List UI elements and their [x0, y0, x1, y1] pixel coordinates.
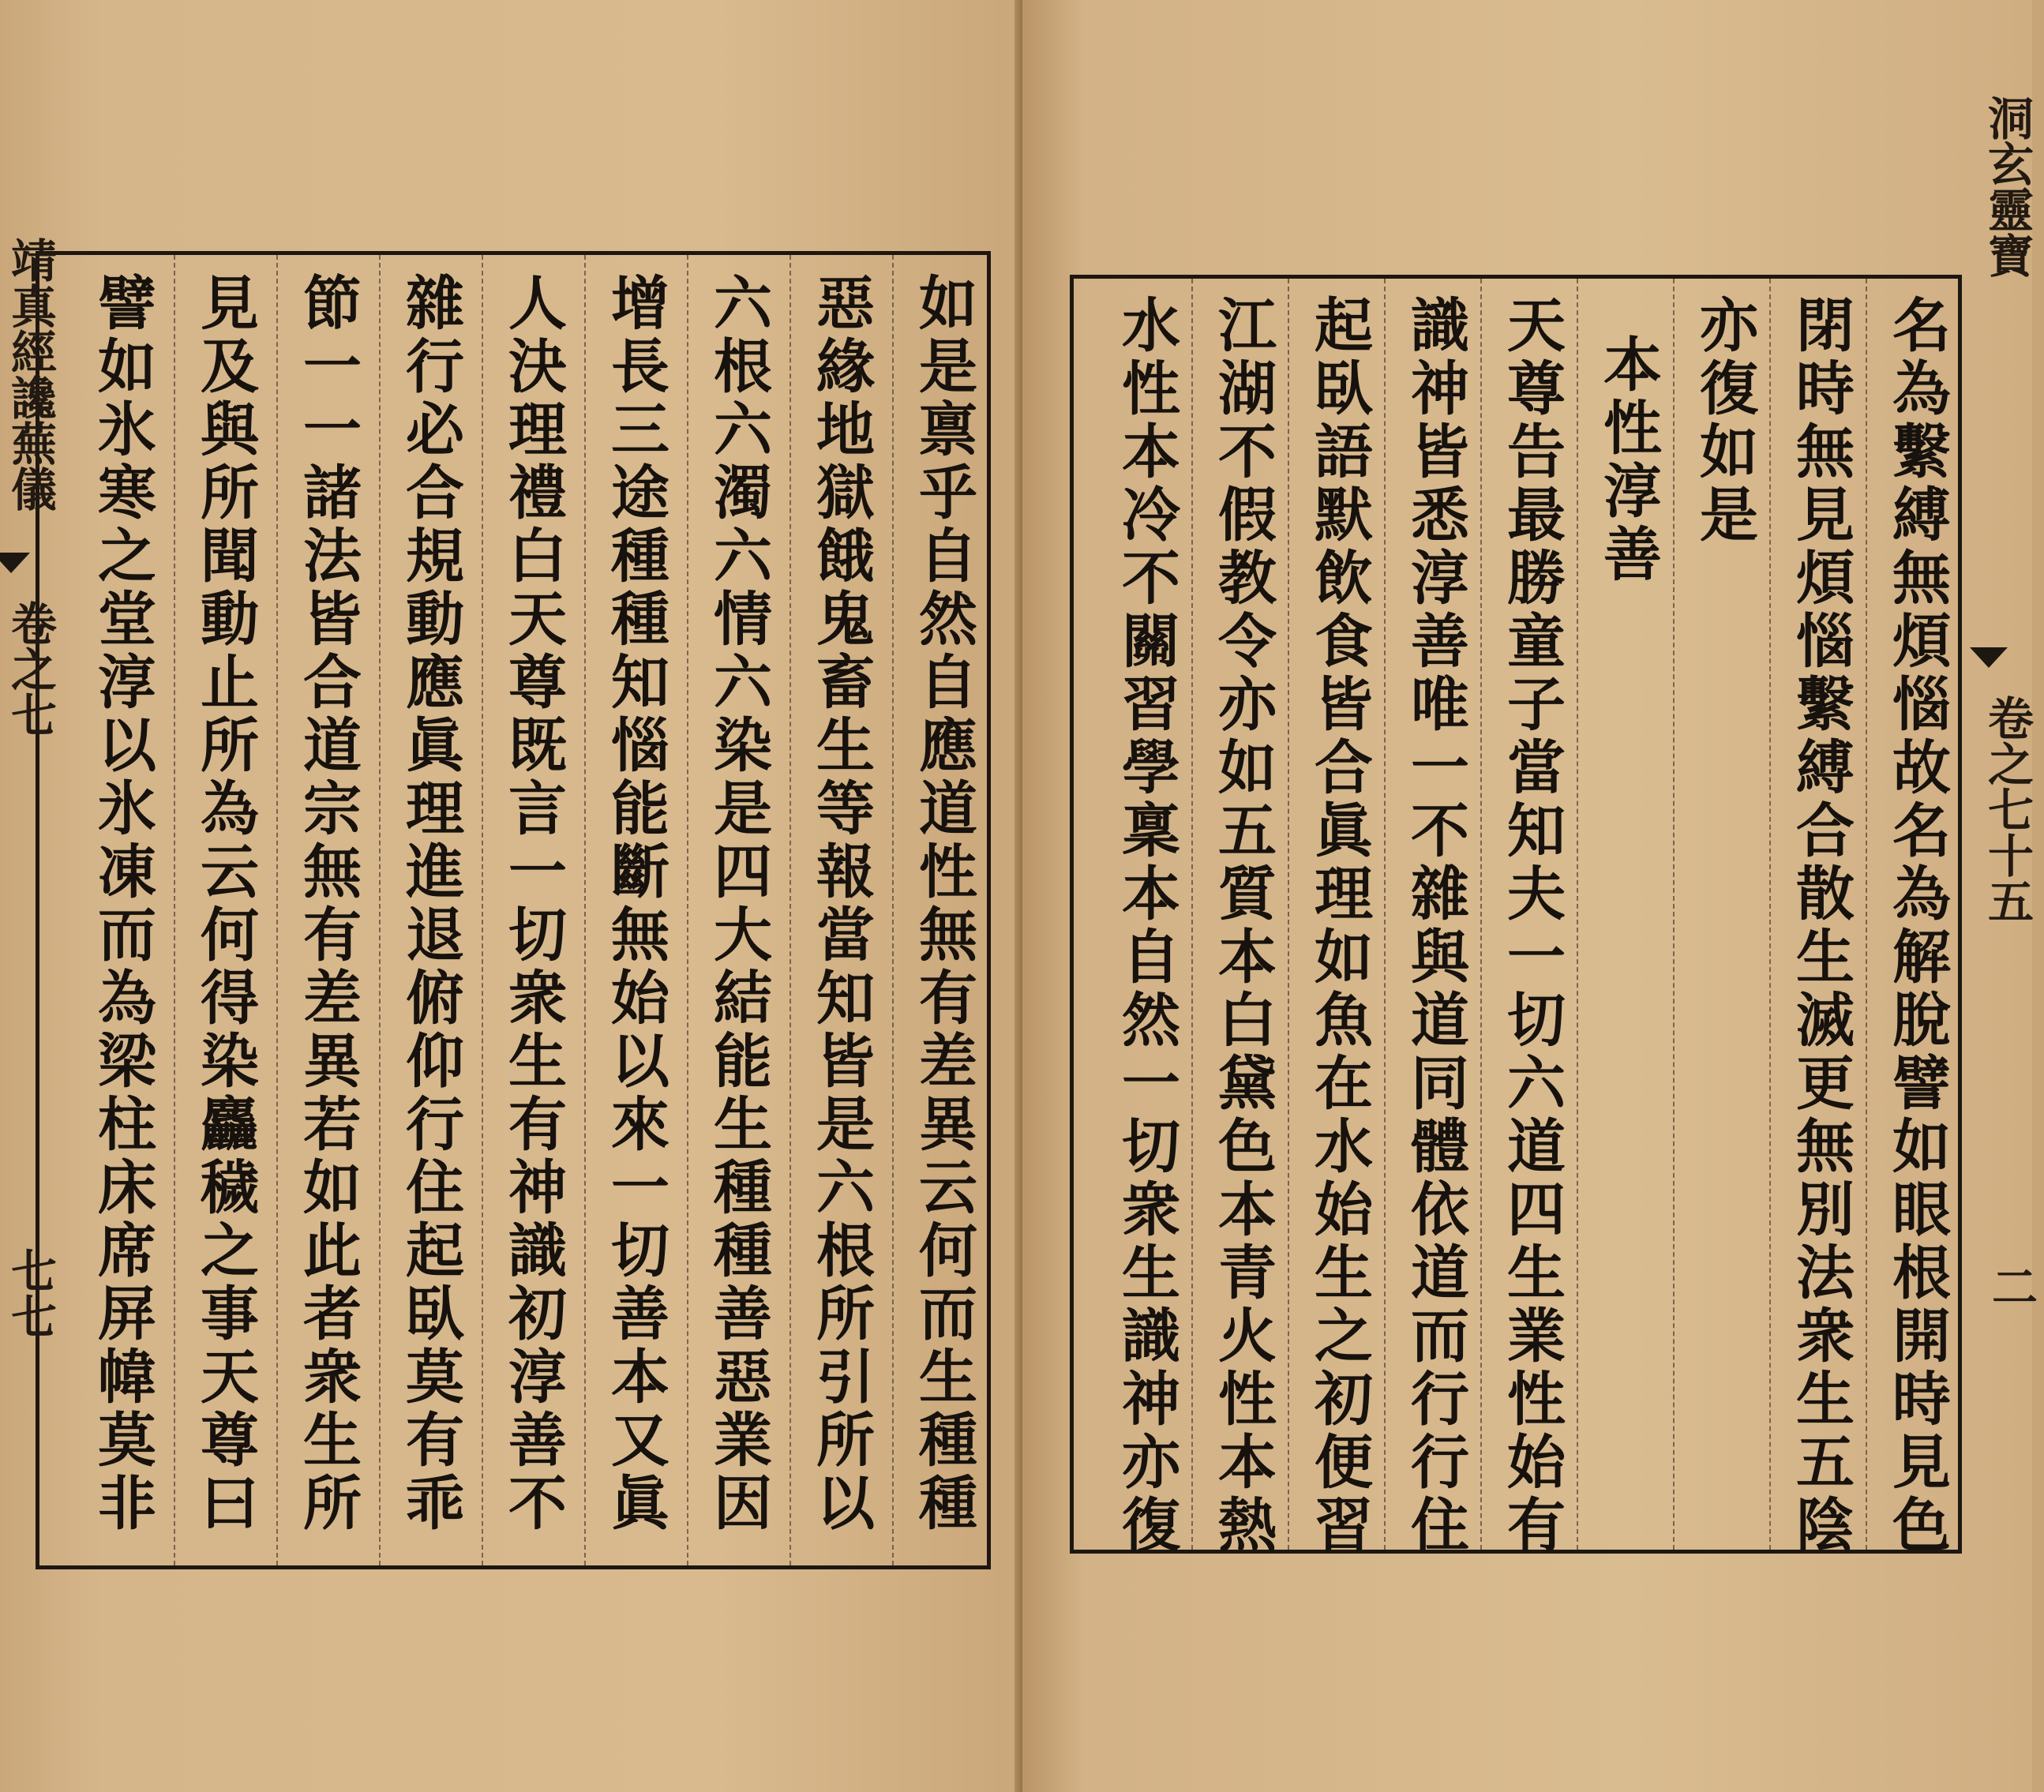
left-column-8: 見及與所聞動止所為云何得染麤穢之事天尊曰 — [191, 272, 259, 1535]
right-margin-volume: 卷之七十五 — [1980, 695, 2034, 924]
right-column-8: 江湖不假教令亦如五質本白黛色本青火性本熱 — [1209, 294, 1277, 1558]
left-column-5: 人決理禮白天尊既言一切衆生有神識初淳善不 — [499, 272, 567, 1535]
left-column-3: 六根六濁六情六染是四大結能生種種善惡業因 — [704, 272, 772, 1535]
right-column-9: 水性本冷不關習學稟本自然一切衆生識神亦復 — [1112, 294, 1180, 1558]
right-column-2: 閉時無見煩惱繫縛合散生滅更無別法衆生五陰 — [1787, 294, 1855, 1558]
left-column-6: 雜行必合規動應眞理進退俯仰行住起臥莫有乖 — [396, 272, 464, 1535]
left-column-4: 增長三途種種知惱能斷無始以來一切善本又眞 — [602, 272, 669, 1535]
right-text-frame — [1070, 275, 1962, 1558]
left-margin-volume: 卷之七 — [3, 600, 57, 737]
left-fish-tail-mark — [0, 553, 30, 573]
right-column-1: 名為繫縛無煩惱故名為解脫譬如眼根開時見色 — [1883, 294, 1951, 1558]
right-page — [1022, 0, 2038, 1792]
left-text-frame — [36, 251, 991, 1569]
left-margin-leaf: 七七 — [3, 1247, 57, 1339]
right-column-5: 天尊告最勝童子當知夫一切六道四生業性始有 — [1498, 294, 1566, 1558]
right-column-3: 亦復如是 — [1690, 294, 1758, 547]
right-margin-title: 洞玄靈寶 — [1980, 95, 2034, 278]
right-margin-leaf: 二 — [1984, 1263, 2038, 1309]
right-fish-tail-mark — [1970, 647, 2008, 668]
right-column-7: 起臥語默飲食皆合眞理如魚在水始生之初便習 — [1305, 294, 1373, 1558]
right-column-6: 識神皆悉淳善唯一不雜與道同體依道而行行住 — [1401, 294, 1469, 1558]
left-margin-title: 靖真經讒蕪儀 — [3, 237, 57, 512]
right-column-4-heading: 本性淳善 — [1594, 334, 1662, 587]
left-column-9: 譬如氷寒之堂淳以氷凍而為梁柱床席屏幃莫非 — [88, 272, 156, 1535]
left-column-1: 如是禀乎自然自應道性無有差異云何而生種種 — [909, 272, 977, 1535]
left-column-2: 惡緣地獄餓鬼畜生等報當知皆是六根所引所以 — [807, 272, 875, 1535]
left-column-7: 節一一諸法皆合道宗無有差異若如此者衆生所 — [294, 272, 362, 1535]
